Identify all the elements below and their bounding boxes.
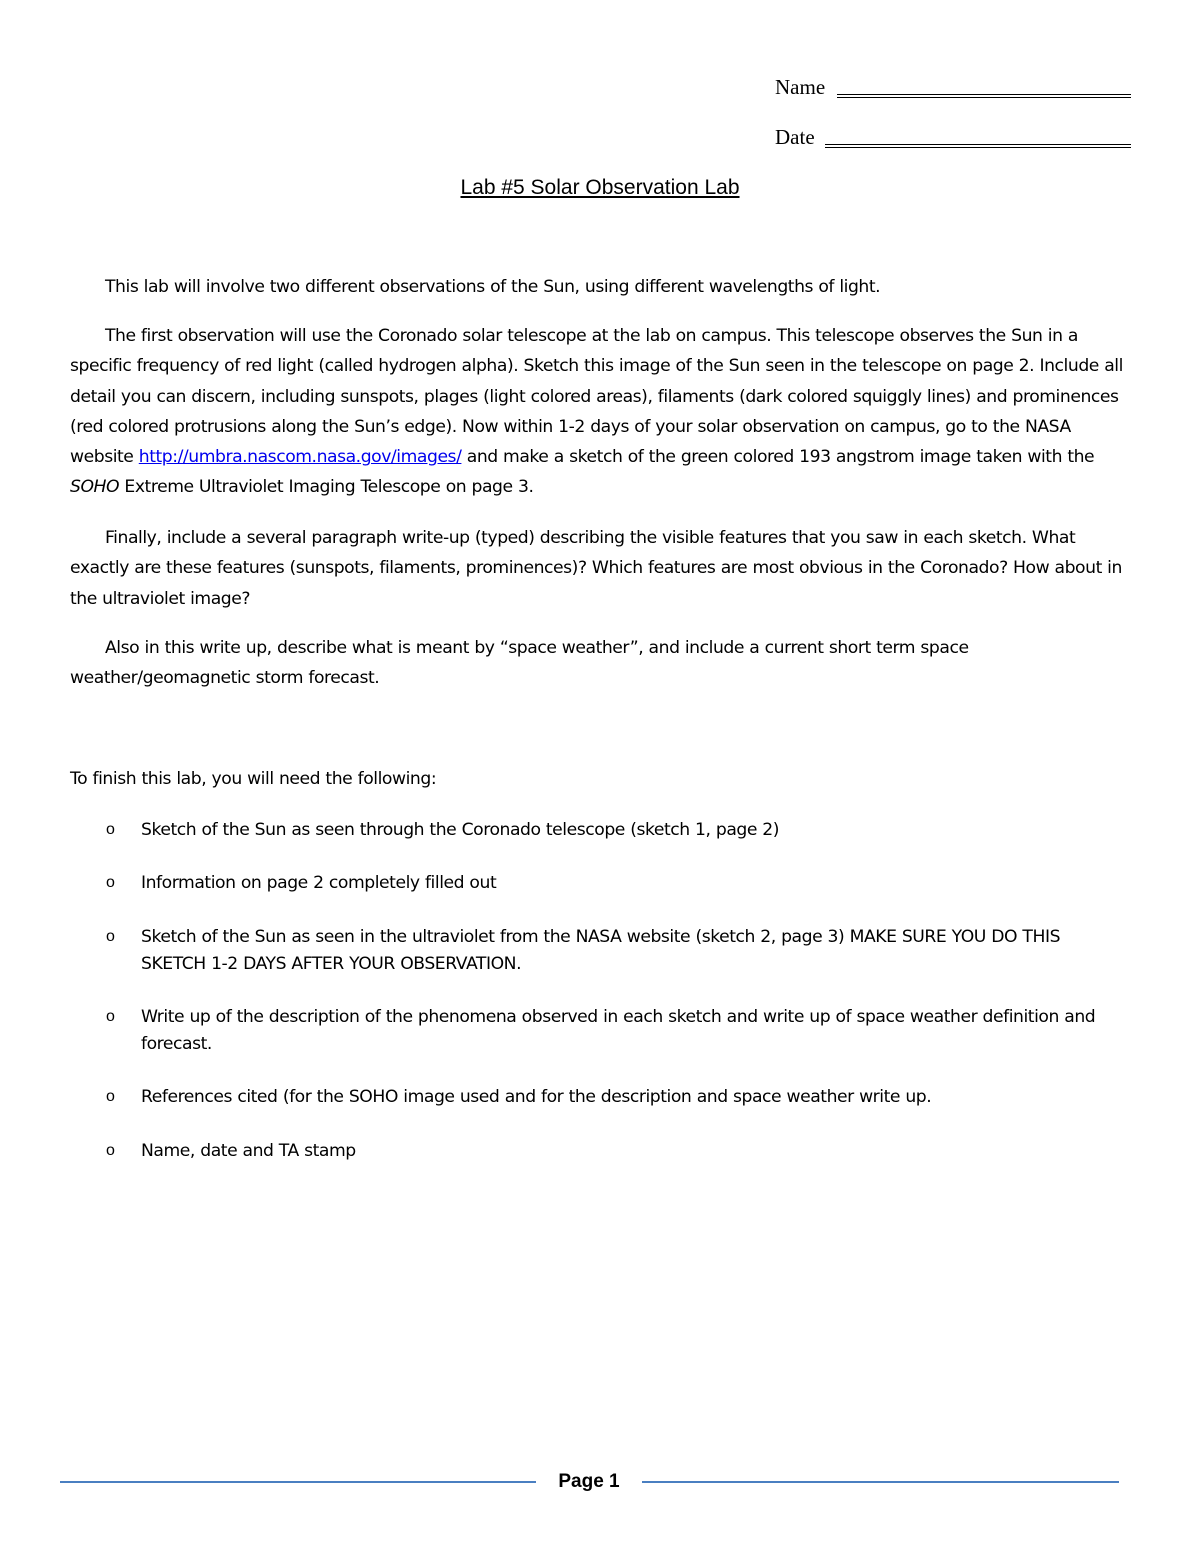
- checklist-item: [106, 870, 1116, 897]
- checklist-intro: To finish this lab, you will need the following:: [70, 769, 437, 789]
- footer-rule-left: [60, 1481, 536, 1483]
- name-label: Name: [775, 75, 826, 99]
- bullet-icon: o: [106, 1142, 115, 1159]
- date-blank-line[interactable]: [825, 144, 1131, 148]
- name-blank-line[interactable]: [837, 94, 1131, 98]
- checklist-item: [106, 817, 1116, 844]
- page-number: Page 1: [558, 1471, 620, 1492]
- intro-paragraph: [70, 272, 1130, 302]
- checklist-item: [106, 1004, 1116, 1057]
- first-observation-paragraph: [70, 321, 1130, 503]
- writeup-paragraph: [70, 523, 1130, 614]
- paragraph-text-start: The first observation will use the Coronado solar telescope at the lab on campus. This telescope observes the Sun in a specific frequency of red light (called hydrogen alpha). Sketch this image of the Sun seen in the telescope on page 2. Include all detail you can discern, including sunspots, plages (light colored areas), filaments (dark colored squiggly lines) and prominences (red colored protrusions along the Sun’s edge). Now within 1-2 days of your solar observation on campus, go to the NASA website: [70, 326, 1123, 468]
- page-footer: [0, 1466, 1200, 1500]
- checklist-item-text: Information on page 2 completely filled out: [141, 873, 497, 893]
- bullet-icon: o: [106, 1008, 115, 1025]
- bullet-icon: o: [106, 1088, 115, 1105]
- space-weather-paragraph: [70, 633, 1130, 694]
- soho-italic-text: SOHO: [70, 477, 120, 498]
- paragraph-text: This lab will involve two different observations of the Sun, using different wavelengths of light.: [105, 277, 881, 297]
- name-field[interactable]: [775, 74, 1131, 104]
- paragraph-text: Also in this write up, describe what is meant by “space weather”, and include a current short term space weather/geomagnetic storm forecast.: [70, 638, 969, 689]
- checklist-item: [106, 1138, 1116, 1165]
- paragraph-text: Finally, include a several paragraph write-up (typed) describing the visible features that you saw in each sketch. What exactly are these features (sunspots, filaments, prominences)? Which features are most obvious in the Coronado? How about in the ultraviolet image?: [70, 528, 1122, 609]
- paragraph-text-end: Extreme Ultraviolet Imaging Telescope on page 3.: [119, 477, 534, 498]
- paragraph-text: [70, 321, 1130, 503]
- bullet-icon: o: [106, 928, 115, 945]
- checklist-item-text: Name, date and TA stamp: [141, 1141, 356, 1161]
- checklist-item: [106, 1084, 1116, 1111]
- footer-rule-right: [642, 1481, 1119, 1483]
- date-field[interactable]: [775, 124, 1131, 154]
- checklist-item-text: Write up of the description of the phenomena observed in each sketch and write up of space weather definition and forecast.: [141, 1007, 1096, 1054]
- checklist-item: [106, 924, 1116, 977]
- checklist-item-text: Sketch of the Sun as seen through the Coronado telescope (sketch 1, page 2): [141, 820, 780, 840]
- bullet-icon: o: [106, 821, 115, 838]
- checklist-item-text: References cited (for the SOHO image used and for the description and space weather write up.: [141, 1087, 932, 1107]
- nasa-website-link[interactable]: http://umbra.nascom.nasa.gov/images/: [138, 447, 462, 468]
- date-label: Date: [775, 125, 815, 149]
- bullet-icon: o: [106, 874, 115, 891]
- checklist-item-text: Sketch of the Sun as seen in the ultraviolet from the NASA website (sketch 2, page 3) MAKE SURE YOU DO THIS SKETCH 1-2 DAYS AFTER YOUR OBSERVATION.: [141, 927, 1061, 974]
- paragraph-text-middle: and make a sketch of the green colored 193 angstrom image taken with the: [461, 447, 1095, 468]
- document-title: Lab #5 Solar Observation Lab: [460, 176, 740, 199]
